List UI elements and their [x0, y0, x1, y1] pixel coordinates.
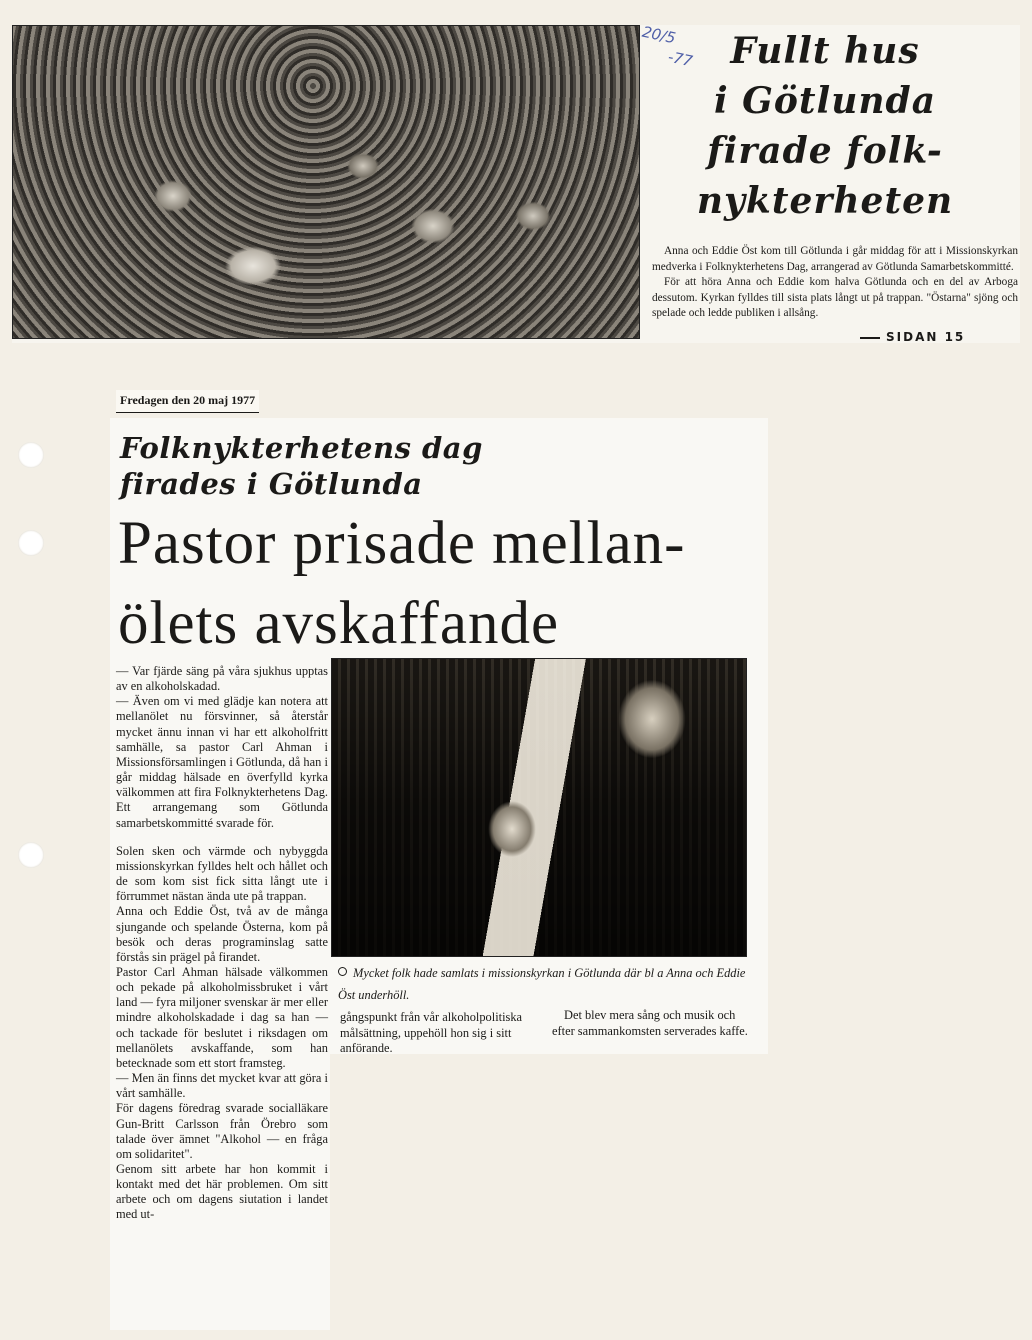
dateline: Fredagen den 20 maj 1977: [116, 390, 259, 413]
article-paragraph: gångspunkt från vår alkoholpolitiska målsättning, uppehöll hon sig i sitt anförande.: [340, 1010, 523, 1055]
handwritten-year-note: -77: [666, 47, 695, 71]
top-headline-line: Fullt hus: [730, 30, 920, 72]
accordion-photo: [331, 658, 747, 957]
top-headline: [660, 26, 990, 226]
handwritten-date-note: 20/5: [640, 22, 678, 48]
article-kicker: [120, 430, 483, 502]
article-headline: [118, 504, 685, 664]
photo-caption: [338, 962, 748, 1006]
top-body-text: [652, 244, 1018, 322]
article-paragraph: Genom sitt arbete har hon kommit i kontakt med det här problemen. Om sitt arbete och om dagens siutation i landet med ut-: [116, 1162, 328, 1222]
page-reference: SIDAN 15: [860, 330, 965, 344]
article-left-column: [116, 664, 328, 1223]
article-paragraph: — Även om vi med glädje kan notera att mellanölet nu försvinner, så återstår mycket ännu innan vi har ett alkoholfritt samhälle, sa pastor Carl Ahman i Missionsförsamlingen i Götlunda, då han i går middag hälsade en överfylld kyrka välkommen att fira Folknykterhetens Dag. Ett arrangemang som Götlunda samarbetskommitté svarade för.: [116, 694, 328, 830]
kicker-line: Folknykterhetens dag: [120, 431, 483, 465]
caption-bullet-icon: [338, 967, 347, 976]
kicker-line: firades i Götlunda: [120, 467, 423, 501]
top-paragraph: För att höra Anna och Eddie kom halva Götlunda och en del av Arboga dessutom. Kyrkan fylldes till sista plats långt ut på trappan. "Östarna" sjöng och spelade och ledde publiken i allsång.: [652, 276, 1018, 319]
article-middle-column: [340, 1010, 540, 1057]
punch-hole: [18, 530, 44, 556]
article-paragraph: Solen sken och värmde och nybyggda missionskyrkan fylldes helt och hållet och de som kom sist fick sitta långt ute i förrummet nästan ända ute på trappan.: [116, 843, 328, 904]
article-paragraph: — Var fjärde säng på våra sjukhus upptas av en alkoholskadad.: [116, 664, 328, 694]
top-headline-line: firade folk-: [707, 130, 943, 172]
article-paragraph: — Men än finns det mycket kvar att göra i vårt samhälle.: [116, 1071, 328, 1101]
headline-line: ölets avskaffande: [118, 590, 560, 657]
article-right-column: [552, 1008, 752, 1039]
article-paragraph: Pastor Carl Ahman hälsade välkommen och pekade på alkoholmissbruket i vårt land — fyra miljoner svenskar är mer eller mindre alkoholskadade i dag sa han — och tackade för beslutet i riksdagen om mellanölets avskaffande, som han betecknade som ett stort framsteg.: [116, 964, 328, 1070]
article-paragraph: Anna och Eddie Öst, två av de många sjungande och spelande Österna, kom på besök och deras programinslag satte förstås sin prägel på firandet.: [116, 904, 328, 964]
crowd-photo: [12, 25, 640, 339]
punch-hole: [18, 842, 44, 868]
top-headline-line: nykterheten: [696, 180, 954, 222]
punch-hole: [18, 442, 44, 468]
top-headline-line: i Götlunda: [713, 80, 937, 122]
article-paragraph: Det blev mera sång och musik och efter sammankomsten serverades kaffe.: [552, 1008, 748, 1038]
headline-line: Pastor prisade mellan-: [118, 510, 686, 577]
article-paragraph: För dagens föredrag svarade socialläkare Gun-Britt Carlsson från Örebro som talade över ämnet "Alkohol — en fråga om solidaritet".: [116, 1101, 328, 1161]
top-paragraph: Anna och Eddie Öst kom till Götlunda i går middag för att i Missionskyrkan medverka i Folknykterhetens Dag, arrangerad av Götlunda Samarbetskommitté.: [652, 245, 1018, 273]
caption-text: Mycket folk hade samlats i missionskyrkan i Götlunda där bl a Anna och Eddie Öst underhöll.: [338, 966, 746, 1002]
